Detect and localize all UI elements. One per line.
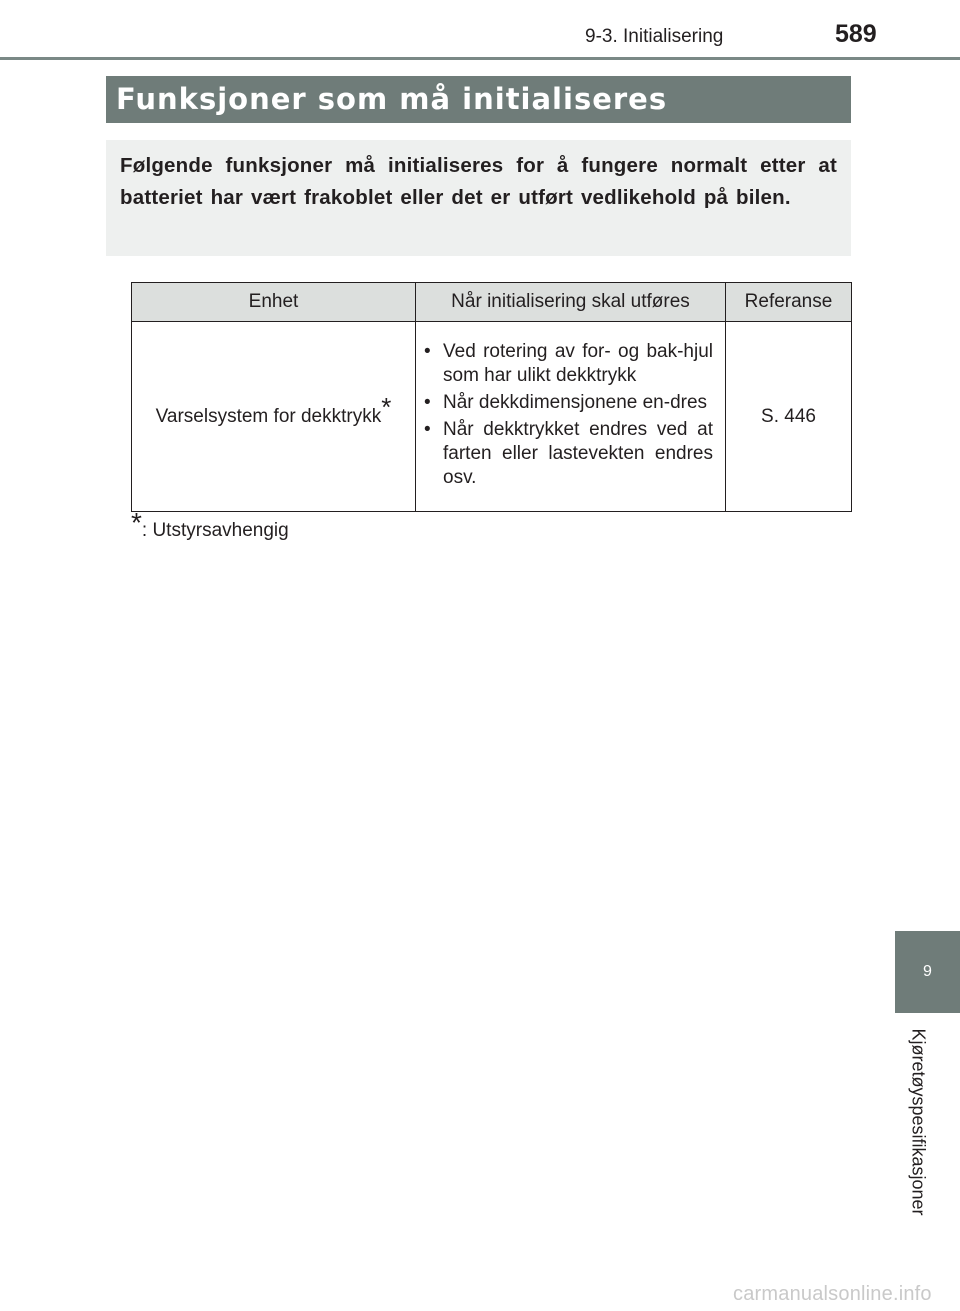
footnote-text: : Utstyrsavhengig (141, 520, 289, 541)
condition-text: Når dekktrykket endres ved at farten eller lastevekten endres osv. (443, 419, 713, 488)
header-section-title: 9-3. Initialisering (585, 26, 724, 47)
bullet-icon: • (424, 341, 431, 362)
intro-box (106, 140, 851, 256)
watermark: carmanualsonline.info (733, 1283, 932, 1305)
initialization-table (131, 282, 852, 512)
reference-link[interactable]: S. 446 (761, 405, 816, 427)
list-item (424, 418, 713, 490)
table-row (132, 322, 852, 512)
table-header-row (132, 283, 852, 322)
chapter-side-label: Kjøretøyspesifikasjoner (908, 1028, 929, 1216)
condition-list (424, 340, 713, 490)
list-item (424, 391, 713, 415)
section-title: Funksjoner som må initialiseres (116, 82, 668, 116)
cell-reference[interactable] (726, 322, 852, 512)
condition-text: Ved rotering av for- og bak-hjul som har ulikt dekktrykk (443, 341, 713, 386)
column-header-reference: Referanse (726, 283, 852, 322)
footnote (131, 507, 289, 542)
chapter-number: 9 (923, 963, 932, 980)
condition-text: Når dekkdimensjonene en-dres (443, 392, 708, 413)
footnote-star: * (131, 507, 142, 538)
intro-text: Følgende funksjoner må initialiseres for å fungere normalt etter at batteriet har vært frakoblet eller det er utført vedlikehold på bilen. (120, 154, 837, 209)
section-title-bar (106, 76, 851, 123)
unit-name: Varselsystem for dekktrykk (155, 405, 382, 427)
footnote-marker: * (381, 391, 392, 422)
header-divider (0, 57, 960, 60)
chapter-tab[interactable] (895, 931, 960, 1013)
column-header-unit: Enhet (132, 283, 416, 322)
column-header-when: Når initialisering skal utføres (416, 283, 726, 322)
bullet-icon: • (424, 392, 431, 413)
list-item (424, 340, 713, 388)
page-number: 589 (835, 20, 877, 48)
bullet-icon: • (424, 419, 431, 440)
cell-when (416, 322, 726, 512)
cell-unit (132, 322, 416, 512)
